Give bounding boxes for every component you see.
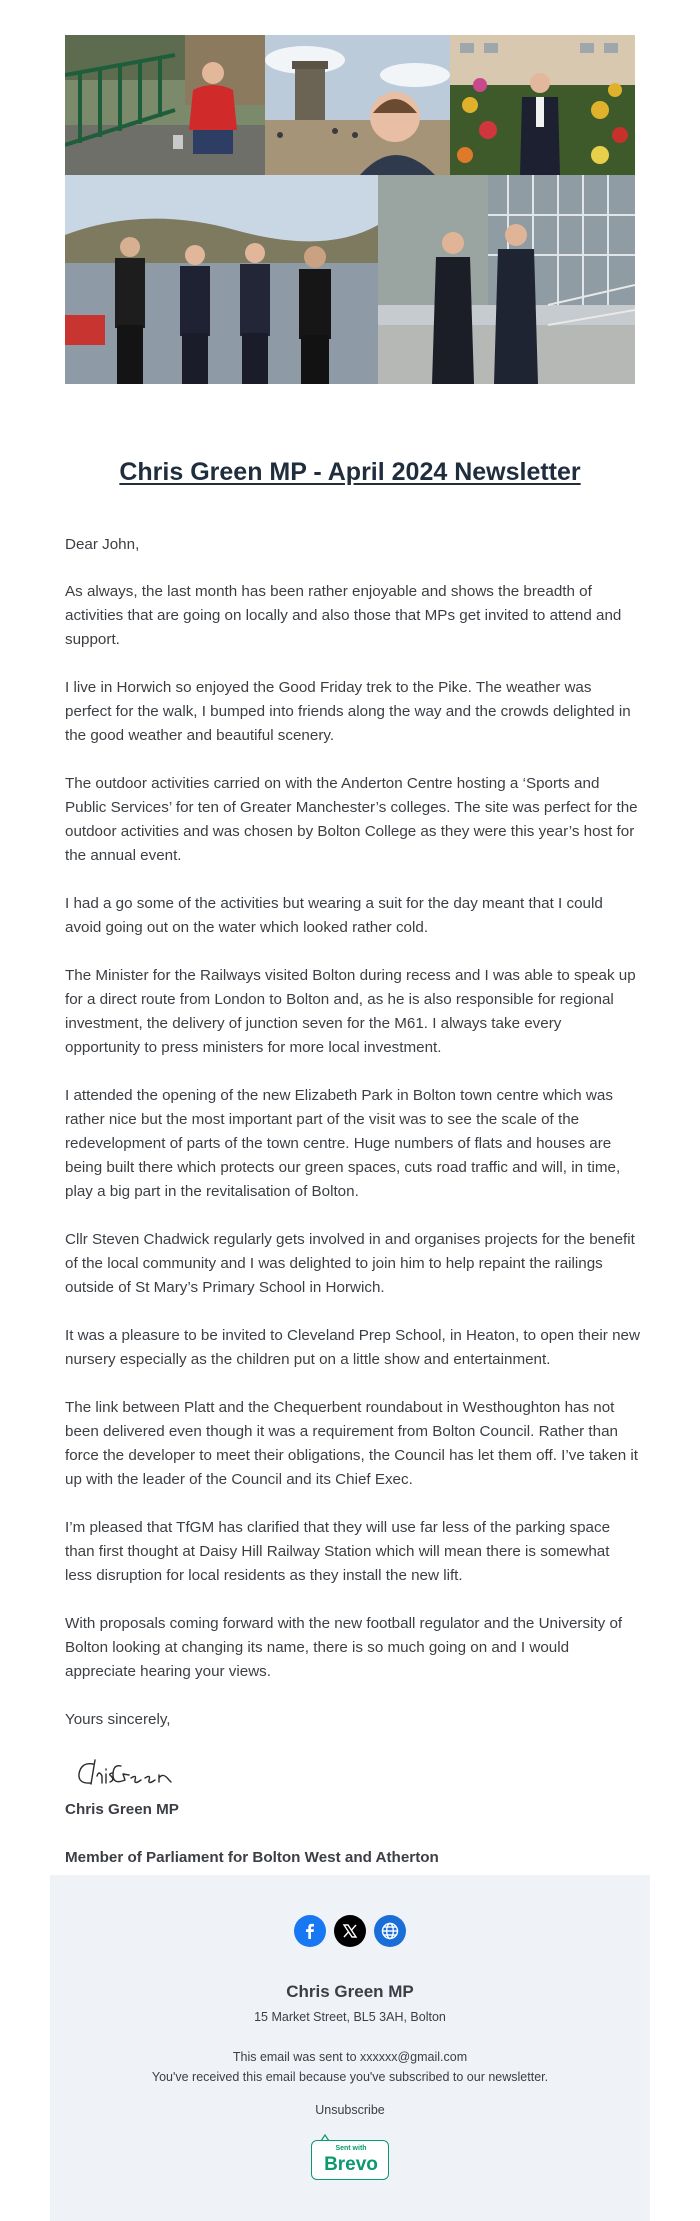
footer-address: 15 Market Street, BL5 3AH, Bolton <box>254 2010 446 2024</box>
paragraph: I attended the opening of the new Elizabeth Park in Bolton town centre which was rather nice but the most important part of the visit was to see the scale of the redevelopment of parts of the town centre. Huge numbers of flats and houses are being built there which protects our green spaces, cuts road traffic and will, in time, play a big part in the revitalisation of Bolton. <box>65 1087 621 1200</box>
photo-selfie-pike <box>265 35 450 175</box>
facebook-icon[interactable] <box>294 1915 326 1947</box>
footer-name: Chris Green MP <box>286 1982 414 2001</box>
sign-off: Yours sincerely, <box>65 1711 171 1728</box>
brevo-badge-box <box>311 2140 389 2180</box>
greeting: Dear John, <box>65 536 140 553</box>
photo-flowers <box>450 35 635 175</box>
paragraph: I live in Horwich so enjoyed the Good Friday trek to the Pike. The weather was perfect for the walk, I bumped into friends along the way and the crowds delighted in the good weather and beautiful scenery. <box>65 679 631 744</box>
unsubscribe-link[interactable]: Unsubscribe <box>315 2103 385 2117</box>
signer-role: Member of Parliament for Bolton West and Atherton <box>65 1849 439 1866</box>
newsletter-title: Chris Green MP - April 2024 Newsletter <box>119 458 581 486</box>
paragraph: The outdoor activities carried on with the Anderton Centre hosting a ‘Sports and Public Services’ for ten of Greater Manchester’s colleges. The site was perfect for the outdoor activities and was chosen by Bolton College as they were this year’s host for the annual event. <box>65 775 638 864</box>
photo-bolton-building <box>378 175 635 384</box>
x-icon[interactable] <box>334 1915 366 1947</box>
paragraph: It was a pleasure to be invited to Cleveland Prep School, in Heaton, to open their new nursery especially as the children put on a little show and entertainment. <box>65 1327 640 1368</box>
brevo-badge[interactable] <box>311 2137 391 2183</box>
signer-name: Chris Green MP <box>65 1801 179 1818</box>
paragraph: The link between Platt and the Chequerbent roundabout in Westhoughton has not been delivered even though it was a requirement from Bolton Council. Rather than force the developer to meet their obligations, the Council has let them off. I’ve taken it up with the leader of the Council and its Chief Exec. <box>65 1399 638 1488</box>
photo-collage <box>65 35 635 384</box>
footer-notice <box>50 2047 650 2087</box>
sent-to-text: This email was sent to xxxxxx@gmail.com <box>232 2050 468 2064</box>
social-links <box>50 1915 650 1947</box>
brevo-logo-text: Brevo <box>324 2154 378 2175</box>
paragraph: With proposals coming forward with the new football regulator and the University of Bolton looking at changing its name, there is so much going on and I would appreciate hearing your views. <box>65 1615 623 1680</box>
letter-body <box>65 533 640 1894</box>
signature-icon <box>75 1756 185 1790</box>
photo-anderton-centre-group <box>65 175 378 384</box>
brevo-sent-with: Sent with <box>335 2145 367 2152</box>
paragraph: I’m pleased that TfGM has clarified that they will use far less of the parking space than first thought at Daisy Hill Railway Station which will mean there is somewhat less disruption for local residents as they install the new lift. <box>65 1519 611 1584</box>
paragraph: As always, the last month has been rather enjoyable and shows the breadth of activities that are going on locally and also those that MPs get invited to attend and support. <box>65 583 622 648</box>
subscription-reason: You've received this email because you've subscribed to our newsletter. <box>151 2070 549 2084</box>
paragraph: The Minister for the Railways visited Bolton during recess and I was able to speak up for a direct route from London to Bolton and, as he is also responsible for regional investment, the delivery of junction seven for the M61. I always take every opportunity to press ministers for more local investment. <box>65 967 636 1056</box>
photo-railings <box>65 35 265 175</box>
paragraph: I had a go some of the activities but wearing a suit for the day meant that I could avoid going out on the water which looked rather cold. <box>65 895 603 936</box>
website-icon[interactable] <box>374 1915 406 1947</box>
paragraph: Cllr Steven Chadwick regularly gets involved in and organises projects for the benefit of the local community and I was delighted to join him to help repaint the railings outside of St Mary’s Primary School in Horwich. <box>65 1231 635 1296</box>
footer <box>50 1875 650 2221</box>
